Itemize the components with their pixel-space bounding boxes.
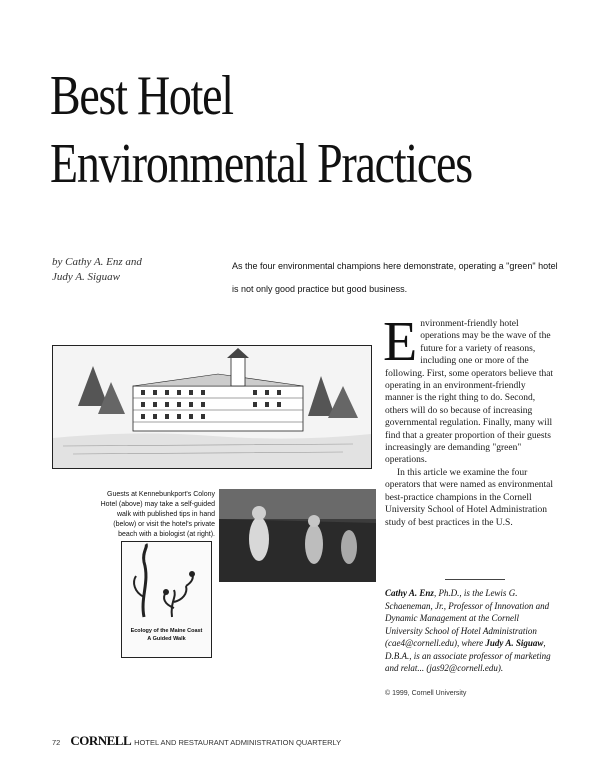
title-line-2: Environmental Practices (50, 133, 472, 195)
booklet-title (122, 627, 211, 643)
beach-photo-graphic (219, 489, 376, 582)
booklet-title-line-2: A Guided Walk (147, 636, 186, 642)
beach-photo (219, 489, 376, 582)
dek-line-1: As the four environmental champions here demonstrate, operating a "green" hotel (232, 261, 558, 271)
drop-cap: E (383, 311, 418, 373)
hotel-illustration (52, 345, 372, 469)
copyright-credit: © 1999, Cornell University (385, 690, 467, 697)
bio-siguaw-text: , D.B.A., is an associate professor of marketing and relat... (jas92@cornell.edu). (385, 638, 551, 673)
author-bio (385, 587, 557, 675)
article-dek (232, 255, 562, 301)
hotel-sketch (53, 346, 371, 468)
body-paragraph-1: nvironment-friendly hotel operations may be the wave of the future for a variety of reasons, including one or more of the following. First, some operators believe that operating in an environment-friendly manner is the right thing to do. Second, others will do so because of increasing governmental regulation. Finally, many will find that a greater proportion of their guests increasingly are demanding "green" operations. (385, 319, 554, 466)
booklet-title-line-1: Ecology of the Maine Coast (130, 628, 203, 634)
byline-line-1: by Cathy A. Enz and (52, 256, 142, 268)
cornell-logo: CORNELL (70, 733, 132, 748)
body-column (383, 311, 555, 529)
figure-caption: Guests at Kennebunkport's Colony Hotel (above) may take a self-guided walk with published tips in hand (below) or visit the hotel's private beach with a biologist (at right). (100, 491, 215, 538)
article-title (50, 62, 472, 198)
bio-enz-text: , Ph.D., is the Lewis G. Schaeneman, Jr., Professor of Innovation and Dynamic Management at the Cornell University School of Hotel Administration (cae4@cornell.edu), (385, 588, 550, 648)
title-line-1: Best Hotel (50, 65, 233, 127)
dek-line-2: is not only good practice but good business. (232, 284, 408, 294)
page-footer (52, 733, 341, 749)
bio-siguaw-name: Judy A. Siguaw (485, 638, 544, 648)
guide-booklet (121, 541, 212, 658)
page-number: 72 (52, 738, 61, 747)
bio-enz-name: Cathy A. Enz (385, 588, 434, 598)
body-paragraph-2: In this article we examine the four operators that were named as environmental best-practice champions in the Cornell University School of Hotel Administration study of best practices in the U.S. (385, 467, 554, 528)
bio-divider (445, 579, 505, 580)
bio-siguaw-prefix: where (461, 638, 486, 648)
seaweed-illustration (122, 542, 211, 622)
byline-line-2: Judy A. Siguaw (52, 271, 120, 283)
byline (52, 255, 202, 285)
publication-name: HOTEL AND RESTAURANT ADMINISTRATION QUARTERLY (134, 738, 342, 747)
